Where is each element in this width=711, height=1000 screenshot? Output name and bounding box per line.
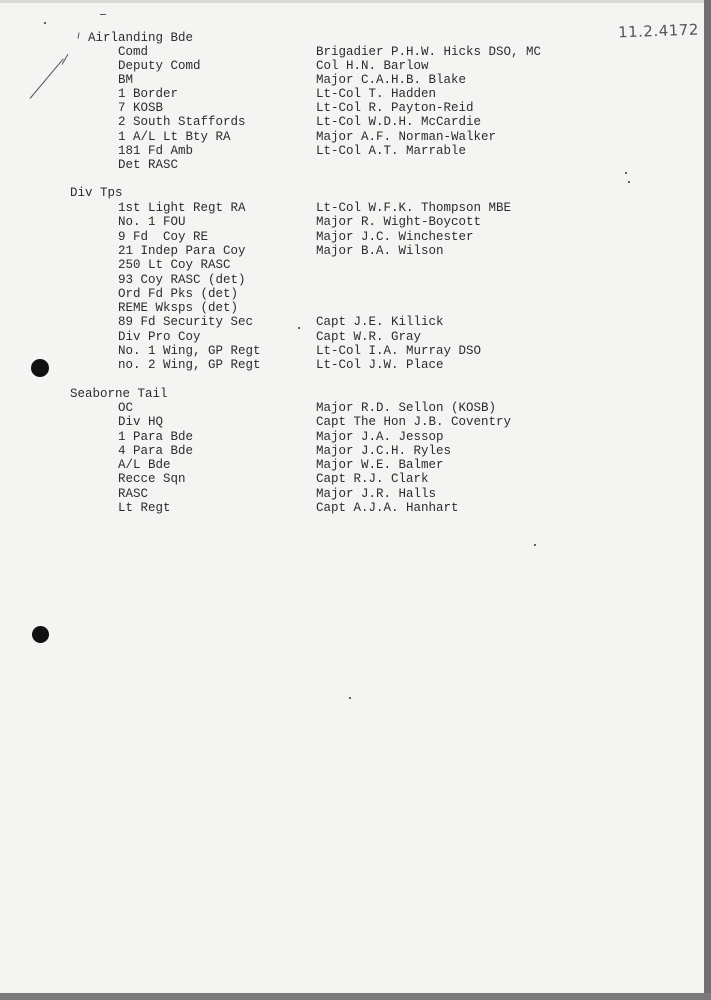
unit-name: 1 A/L Lt Bty RA xyxy=(118,130,231,144)
scan-edge xyxy=(0,993,711,1000)
unit-name: RASC xyxy=(118,487,149,501)
table-row xyxy=(0,415,704,429)
table-row xyxy=(0,315,704,329)
table-row xyxy=(0,244,704,258)
pencil-mark xyxy=(100,14,106,15)
officer-name: Major J.C. Winchester xyxy=(316,230,474,244)
officer-name: Brigadier P.H.W. Hicks DSO, MC xyxy=(316,45,542,59)
unit-name: Deputy Comd xyxy=(118,59,201,73)
table-row xyxy=(0,73,704,87)
unit-name: A/L Bde xyxy=(118,458,171,472)
table-row xyxy=(0,430,704,444)
unit-name: 7 KOSB xyxy=(118,101,164,115)
table-row xyxy=(0,401,704,415)
table-row xyxy=(0,472,704,486)
officer-name: Major J.R. Halls xyxy=(316,487,437,501)
unit-name: 89 Fd Security Sec xyxy=(118,315,254,329)
officer-name: Major R. Wight-Boycott xyxy=(316,215,482,229)
officer-name: Lt-Col I.A. Murray DSO xyxy=(316,344,482,358)
table-row xyxy=(0,330,704,344)
scan-speck xyxy=(628,181,630,183)
reference-number: 11.2.4172 xyxy=(617,20,700,42)
officer-name: Major A.F. Norman-Walker xyxy=(316,130,497,144)
table-row xyxy=(0,301,704,315)
section-heading-row xyxy=(0,387,704,401)
section-heading: Seaborne Tail xyxy=(70,387,168,401)
officer-name: Major J.A. Jessop xyxy=(316,430,444,444)
unit-name: 250 Lt Coy RASC xyxy=(118,258,231,272)
officer-name: Lt-Col W.F.K. Thompson MBE xyxy=(316,201,512,215)
unit-name: REME Wksps (det) xyxy=(118,301,239,315)
table-row xyxy=(0,258,704,272)
table-row xyxy=(0,344,704,358)
table-row xyxy=(0,158,704,172)
unit-name: 9 Fd Coy RE xyxy=(118,230,209,244)
officer-name: Major R.D. Sellon (KOSB) xyxy=(316,401,497,415)
table-row xyxy=(0,444,704,458)
table-row xyxy=(0,215,704,229)
table-row xyxy=(0,130,704,144)
scan-speck xyxy=(625,172,627,174)
officer-name: Major C.A.H.B. Blake xyxy=(316,73,467,87)
table-row xyxy=(0,230,704,244)
scan-speck xyxy=(44,22,46,24)
officer-name: Col H.N. Barlow xyxy=(316,59,429,73)
punch-hole xyxy=(32,626,49,643)
table-row xyxy=(0,358,704,372)
unit-name: BM xyxy=(118,73,134,87)
scan-edge xyxy=(704,0,711,1000)
scan-speck xyxy=(534,544,536,546)
unit-name: 21 Indep Para Coy xyxy=(118,244,246,258)
unit-name: No. 1 Wing, GP Regt xyxy=(118,344,261,358)
table-row xyxy=(0,458,704,472)
unit-name: Div Pro Coy xyxy=(118,330,201,344)
scan-speck xyxy=(298,327,300,329)
unit-name: 1 Para Bde xyxy=(118,430,194,444)
unit-name: no. 2 Wing, GP Regt xyxy=(118,358,261,372)
table-row xyxy=(0,273,704,287)
unit-name: Recce Sqn xyxy=(118,472,186,486)
unit-name: Comd xyxy=(118,45,149,59)
section-heading: Div Tps xyxy=(70,186,123,200)
unit-name: OC xyxy=(118,401,134,415)
officer-name: Lt-Col W.D.H. McCardie xyxy=(316,115,482,129)
unit-name: Det RASC xyxy=(118,158,179,172)
table-row xyxy=(0,59,704,73)
unit-name: 93 Coy RASC (det) xyxy=(118,273,246,287)
scan-speck xyxy=(349,697,351,699)
officer-name: Capt W.R. Gray xyxy=(316,330,422,344)
table-row xyxy=(0,101,704,115)
officer-name: Major J.C.H. Ryles xyxy=(316,444,452,458)
table-row xyxy=(0,45,704,59)
section-heading-row xyxy=(0,186,704,200)
unit-name: 1st Light Regt RA xyxy=(118,201,246,215)
scan-edge xyxy=(0,0,704,3)
unit-name: 181 Fd Amb xyxy=(118,144,194,158)
table-row xyxy=(0,287,704,301)
officer-name: Major B.A. Wilson xyxy=(316,244,444,258)
unit-name: Div HQ xyxy=(118,415,164,429)
officer-name: Capt R.J. Clark xyxy=(316,472,429,486)
unit-name: 1 Border xyxy=(118,87,179,101)
unit-name: Ord Fd Pks (det) xyxy=(118,287,239,301)
officer-name: Capt J.E. Killick xyxy=(316,315,444,329)
unit-name: Lt Regt xyxy=(118,501,171,515)
table-row xyxy=(0,201,704,215)
table-row xyxy=(0,144,704,158)
unit-name: 2 South Staffords xyxy=(118,115,246,129)
officer-name: Capt The Hon J.B. Coventry xyxy=(316,415,512,429)
officer-name: Lt-Col T. Hadden xyxy=(316,87,437,101)
table-row xyxy=(0,487,704,501)
officer-name: Lt-Col R. Payton-Reid xyxy=(316,101,474,115)
officer-name: Capt A.J.A. Hanhart xyxy=(316,501,459,515)
officer-name: Major W.E. Balmer xyxy=(316,458,444,472)
section-heading-row xyxy=(0,31,704,45)
unit-name: No. 1 FOU xyxy=(118,215,186,229)
officer-name: Lt-Col J.W. Place xyxy=(316,358,444,372)
table-row xyxy=(0,501,704,515)
unit-name: 4 Para Bde xyxy=(118,444,194,458)
officer-name: Lt-Col A.T. Marrable xyxy=(316,144,467,158)
table-row xyxy=(0,115,704,129)
section-heading: Airlanding Bde xyxy=(88,31,194,45)
table-row xyxy=(0,87,704,101)
punch-hole xyxy=(31,359,49,377)
